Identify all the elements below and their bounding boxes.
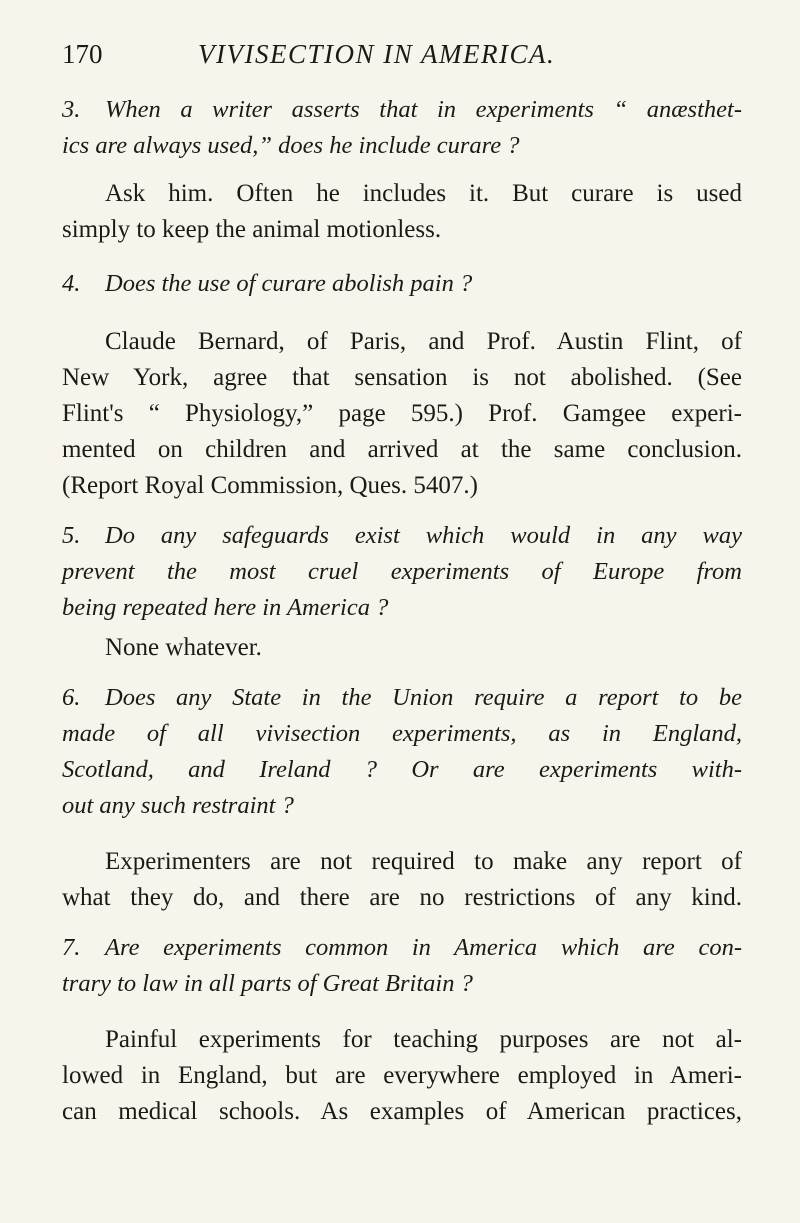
answer-line: None whatever. <box>105 634 262 661</box>
running-title: VIVISECTION IN AMERICA. <box>198 39 556 69</box>
question-line: prevent the most cruel experiments of Europe from <box>62 558 742 585</box>
page-number: 170 <box>62 39 103 69</box>
question-line: being repeated here in America ? <box>62 594 389 621</box>
answer-line: Claude Bernard, of Paris, and Prof. Austin Flint, of <box>105 328 742 355</box>
answer-line: Flint's “ Physiology,” page 595.) Prof. Gamgee experi- <box>62 400 742 427</box>
question-line: made of all vivisection experiments, as in England, <box>62 720 742 747</box>
answer-line: Ask him. Often he includes it. But curare is used <box>105 180 742 207</box>
answer-line: Painful experiments for teaching purposes are not al- <box>105 1026 742 1053</box>
answer-7 <box>62 1022 742 1130</box>
question-number: 4. <box>62 270 81 297</box>
page-header <box>62 34 762 74</box>
question-3 <box>62 92 742 164</box>
question-4 <box>62 266 742 302</box>
answer-line: mented on children and arrived at the same conclusion. <box>62 436 742 463</box>
question-5 <box>62 518 742 626</box>
question-6 <box>62 680 742 824</box>
question-number: 6. <box>62 684 81 711</box>
answer-4 <box>62 324 742 504</box>
question-line: Do any safeguards exist which would in any way <box>105 522 742 549</box>
question-number: 7. <box>62 934 81 961</box>
answer-line: lowed in England, but are everywhere employed in Ameri- <box>62 1062 742 1089</box>
question-line: Scotland, and Ireland ? Or are experiments with- <box>62 756 742 783</box>
question-line: When a writer asserts that in experiments “ anæsthet- <box>105 96 742 123</box>
question-line: Are experiments common in America which are con- <box>105 934 742 961</box>
answer-line: what they do, and there are no restrictions of any kind. <box>62 884 742 911</box>
answer-3 <box>62 176 742 248</box>
question-line: out any such restraint ? <box>62 792 294 819</box>
question-number: 3. <box>62 96 81 123</box>
answer-line: (Report Royal Commission, Ques. 5407.) <box>62 472 478 499</box>
page-body <box>62 92 742 1130</box>
answer-line: simply to keep the animal motionless. <box>62 216 442 243</box>
question-line: Does the use of curare abolish pain ? <box>105 270 473 297</box>
answer-line: New York, agree that sensation is not abolished. (See <box>62 364 742 391</box>
question-line: trary to law in all parts of Great Britain ? <box>62 970 473 997</box>
answer-6 <box>62 844 742 916</box>
question-7 <box>62 930 742 1002</box>
answer-line: Experimenters are not required to make any report of <box>105 848 742 875</box>
answer-5 <box>62 630 742 666</box>
question-number: 5. <box>62 522 81 549</box>
question-line: ics are always used,” does he include curare ? <box>62 132 520 159</box>
question-line: Does any State in the Union require a report to be <box>105 684 742 711</box>
answer-line: can medical schools. As examples of American practices, <box>62 1098 742 1125</box>
